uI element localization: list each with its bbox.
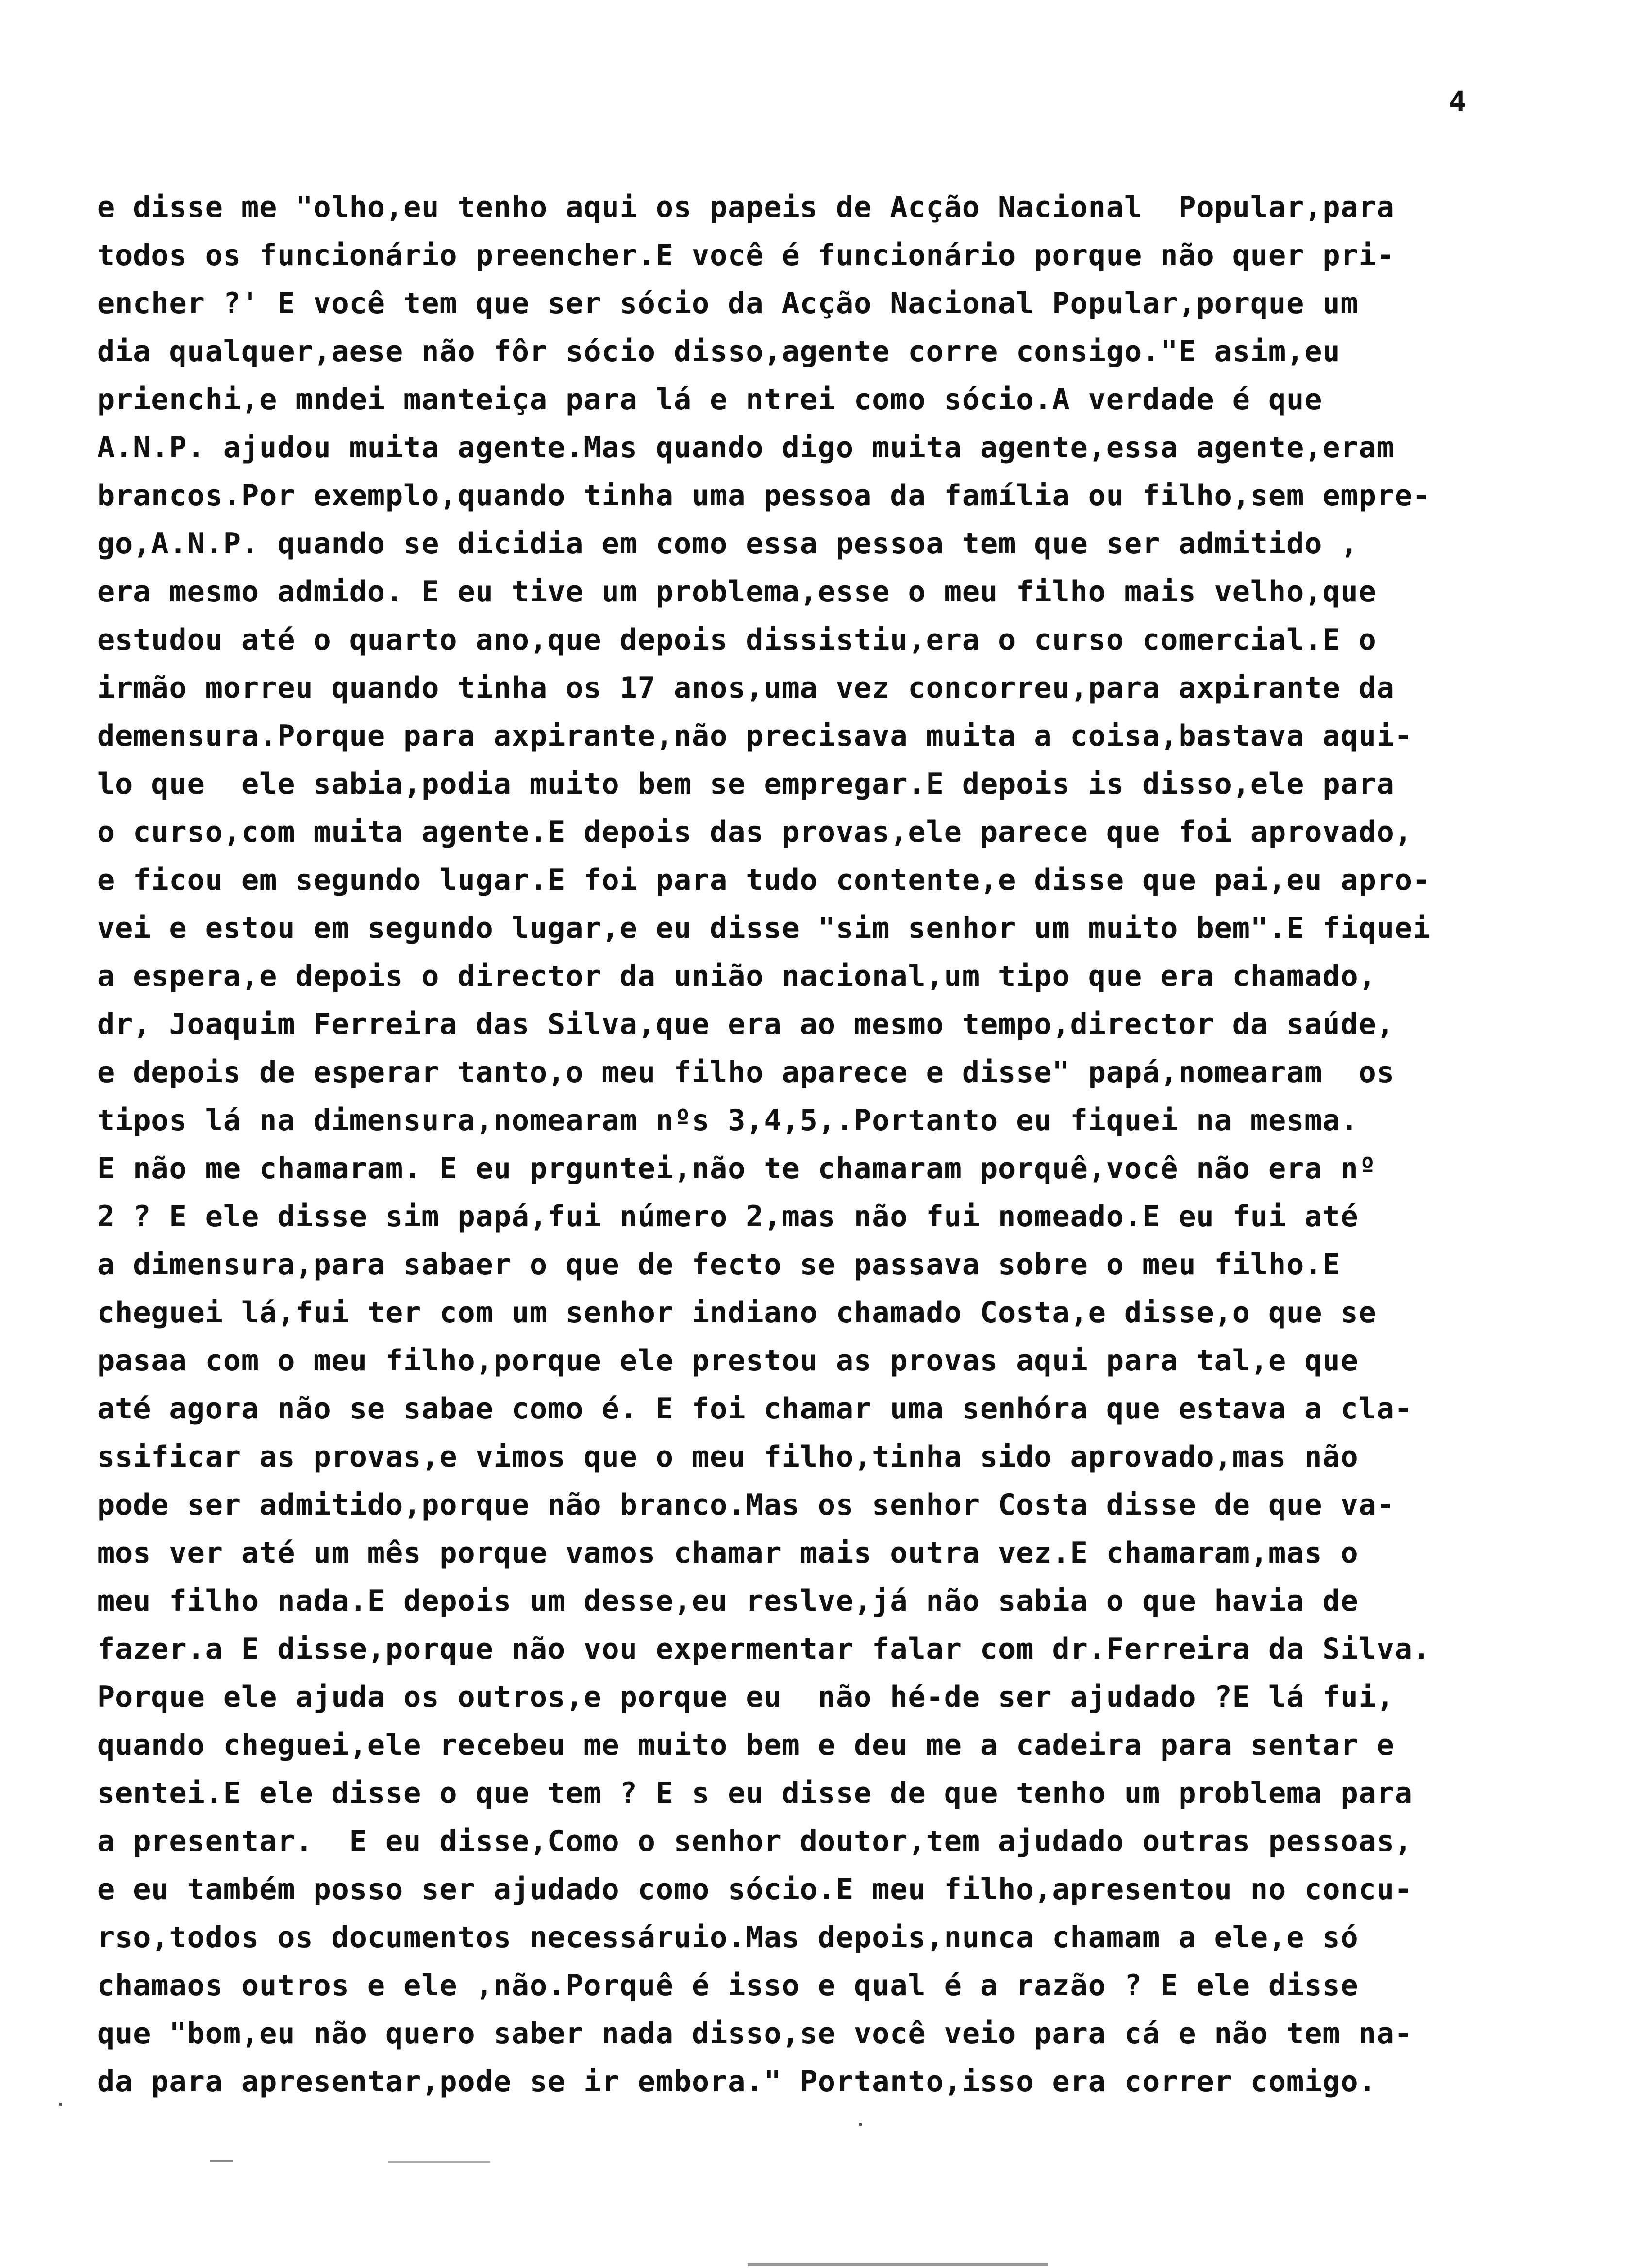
text-line: demensura.Porque para axpirante,não precisava muita a coisa,bastava aqui- xyxy=(97,719,1413,753)
text-line: quando cheguei,ele recebeu me muito bem e deu me a cadeira para sentar e xyxy=(97,1728,1395,1762)
text-line: até agora não se sabae como é. E foi chamar uma senhóra que estava a cla- xyxy=(97,1392,1413,1426)
page-body-text xyxy=(97,183,1573,2106)
text-line: E não me chamaram. E eu prguntei,não te chamaram porquê,você não era nº xyxy=(97,1151,1377,1185)
text-line: a dimensura,para sabaer o que de fecto se passava sobre o meu filho.E xyxy=(97,1248,1341,1282)
page-number: 4 xyxy=(1449,85,1466,118)
text-line: a espera,e depois o director da união nacional,um tipo que era chamado, xyxy=(97,959,1377,993)
text-line: go,A.N.P. quando se dicidia em como essa pessoa tem que ser admitido , xyxy=(97,527,1359,561)
text-line: e eu também posso ser ajudado como sócio.E meu filho,apresentou no concu- xyxy=(97,1872,1413,1906)
text-line: vei e estou em segundo lugar,e eu disse "sim senhor um muito bem".E fiquei xyxy=(97,911,1431,945)
text-line: sentei.E ele disse o que tem ? E s eu disse de que tenho um problema para xyxy=(97,1776,1413,1810)
text-line: rso,todos os documentos necessáruio.Mas depois,nunca chamam a ele,e só xyxy=(97,1920,1359,1954)
text-line: pode ser admitido,porque não branco.Mas os senhor Costa disse de que va- xyxy=(97,1488,1395,1522)
text-line: chamaos outros e ele ,não.Porquê é isso e qual é a razão ? E ele disse xyxy=(97,1968,1359,2002)
text-line: mos ver até um mês porque vamos chamar mais outra vez.E chamaram,mas o xyxy=(97,1536,1359,1570)
text-line: pasaa com o meu filho,porque ele prestou as provas aqui para tal,e que xyxy=(97,1344,1359,1378)
text-line: 2 ? E ele disse sim papá,fui número 2,mas não fui nomeado.E eu fui até xyxy=(97,1200,1359,1234)
text-line: e disse me "olho,eu tenho aqui os papeis de Acção Nacional Popular,para xyxy=(97,190,1395,224)
text-line: fazer.a E disse,porque não vou expermentar falar com dr.Ferreira da Silva. xyxy=(97,1632,1431,1666)
text-line: a presentar. E eu disse,Como o senhor doutor,tem ajudado outras pessoas, xyxy=(97,1824,1413,1858)
text-line: tipos lá na dimensura,nomearam nºs 3,4,5,.Portanto eu fiquei na mesma. xyxy=(97,1103,1359,1137)
text-line: prienchi,e mndei manteiça para lá e ntrei como sócio.A verdade é que xyxy=(97,383,1323,417)
scan-speck xyxy=(59,2103,62,2106)
text-line: todos os funcionário preencher.E você é funcionário porque não quer pri- xyxy=(97,238,1395,272)
text-line: A.N.P. ajudou muita agente.Mas quando digo muita agente,essa agente,eram xyxy=(97,431,1395,465)
text-line: era mesmo admido. E eu tive um problema,esse o meu filho mais velho,que xyxy=(97,575,1377,609)
text-line: encher ?' E você tem que ser sócio da Acção Nacional Popular,porque um xyxy=(97,286,1359,320)
text-line: dr, Joaquim Ferreira das Silva,que era ao mesmo tempo,director da saúde, xyxy=(97,1007,1395,1041)
text-line: cheguei lá,fui ter com um senhor indiano chamado Costa,e disse,o que se xyxy=(97,1296,1377,1330)
scan-mark xyxy=(388,2161,490,2163)
text-line: meu filho nada.E depois um desse,eu reslve,já não sabia o que havia de xyxy=(97,1584,1359,1618)
text-line: dia qualquer,aese não fôr sócio disso,agente corre consigo."E asim,eu xyxy=(97,334,1341,368)
text-line: ssificar as provas,e vimos que o meu filho,tinha sido aprovado,mas não xyxy=(97,1440,1359,1474)
text-line: e depois de esperar tanto,o meu filho aparece e disse" papá,nomearam os xyxy=(97,1055,1395,1089)
text-line: da para apresentar,pode se ir embora." Portanto,isso era correr comigo. xyxy=(97,2065,1377,2099)
text-line: lo que ele sabia,podia muito bem se empregar.E depois is disso,ele para xyxy=(97,767,1395,801)
scan-speck xyxy=(859,2123,862,2126)
text-line: brancos.Por exemplo,quando tinha uma pessoa da família ou filho,sem empre- xyxy=(97,479,1431,513)
scan-mark xyxy=(748,2263,1048,2266)
text-line: estudou até o quarto ano,que depois dissistiu,era o curso comercial.E o xyxy=(97,623,1377,657)
text-line: Porque ele ajuda os outros,e porque eu não hé-de ser ajudado ?E lá fui, xyxy=(97,1680,1395,1714)
text-line: que "bom,eu não quero saber nada disso,se você veio para cá e não tem na- xyxy=(97,2017,1413,2051)
text-line: irmão morreu quando tinha os 17 anos,uma vez concorreu,para axpirante da xyxy=(97,671,1395,705)
text-line: o curso,com muita agente.E depois das provas,ele parece que foi aprovado, xyxy=(97,815,1413,849)
scan-mark xyxy=(210,2160,233,2162)
text-line: e ficou em segundo lugar.E foi para tudo contente,e disse que pai,eu apro- xyxy=(97,863,1431,897)
